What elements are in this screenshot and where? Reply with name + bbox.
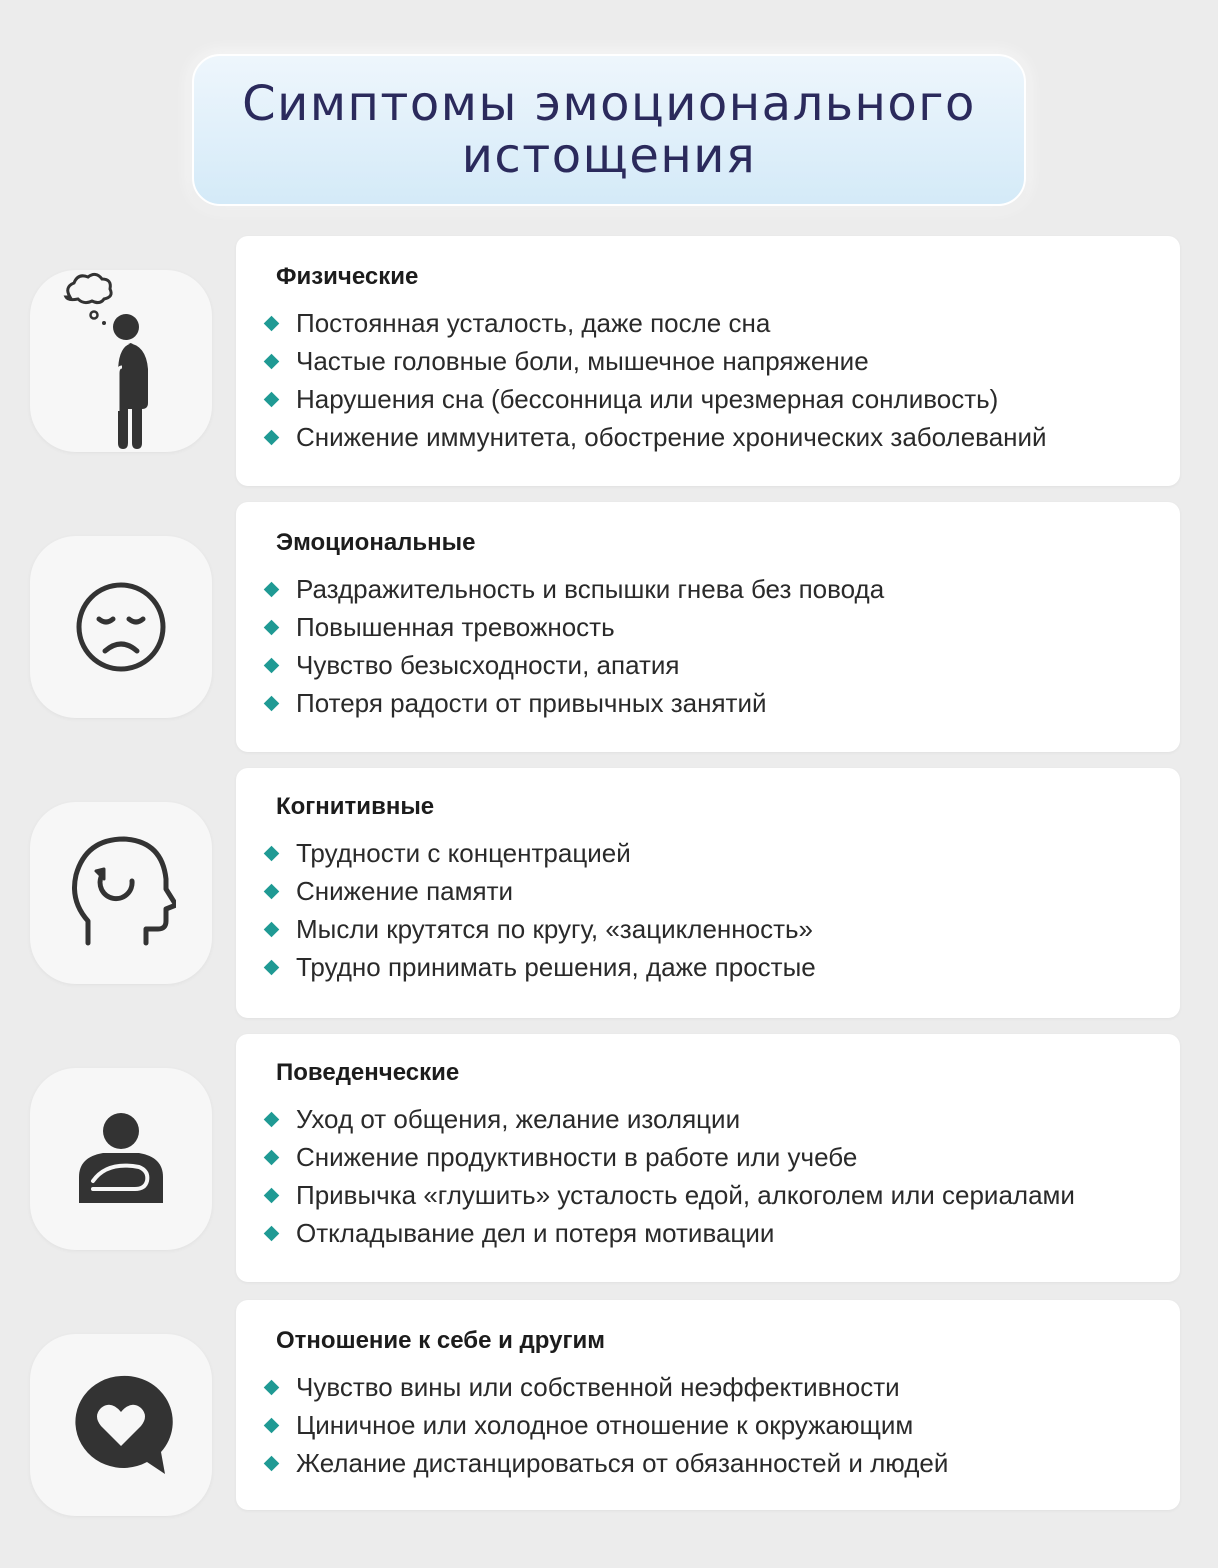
diamond-bullet-icon	[264, 429, 280, 445]
list-item	[266, 834, 1156, 872]
list-item-text: Мысли крутятся по кругу, «зацикленность»	[296, 914, 813, 944]
icon-tile-cognitive	[30, 802, 212, 984]
list-item	[266, 1406, 1156, 1444]
diamond-bullet-icon	[264, 1379, 280, 1395]
list-item	[266, 570, 1156, 608]
diamond-bullet-icon	[264, 657, 280, 673]
diamond-bullet-icon	[264, 1225, 280, 1241]
list-item-text: Откладывание дел и потеря мотивации	[296, 1218, 775, 1248]
list-item-text: Трудности с концентрацией	[296, 838, 631, 868]
list-item	[266, 1176, 1156, 1214]
list-item-text: Снижение памяти	[296, 876, 514, 906]
list-item	[266, 1368, 1156, 1406]
symptom-list	[266, 1368, 1156, 1482]
list-item	[266, 1138, 1156, 1176]
list-item-text: Желание дистанцироваться от обязанностей и людей	[296, 1448, 949, 1478]
sad-face-icon	[71, 577, 171, 677]
symptom-list	[266, 1100, 1156, 1252]
diamond-bullet-icon	[264, 1187, 280, 1203]
icon-tile-attitude	[30, 1334, 212, 1516]
list-item-text: Привычка «глушить» усталость едой, алкоголем или сериалами	[296, 1180, 1075, 1210]
section-title: Физические	[276, 263, 419, 290]
list-item-text: Уход от общения, желание изоляции	[296, 1104, 741, 1134]
diamond-bullet-icon	[264, 1455, 280, 1471]
list-item	[266, 684, 1156, 722]
diamond-bullet-icon	[264, 1417, 280, 1433]
list-item	[266, 1100, 1156, 1138]
list-item	[266, 872, 1156, 910]
diamond-bullet-icon	[264, 1111, 280, 1127]
list-item-text: Снижение продуктивности в работе или учебе	[296, 1142, 858, 1172]
list-item-text: Нарушения сна (бессонница или чрезмерная сонливость)	[296, 384, 999, 414]
withdrawn-person-icon	[71, 1109, 171, 1209]
list-item	[266, 304, 1156, 342]
section-card-physical	[236, 236, 1180, 486]
list-item	[266, 1214, 1156, 1252]
section-title: Эмоциональные	[276, 529, 476, 556]
symptom-list	[266, 304, 1156, 456]
list-item	[266, 418, 1156, 456]
diamond-bullet-icon	[264, 845, 280, 861]
list-item	[266, 646, 1156, 684]
diamond-bullet-icon	[264, 959, 280, 975]
list-item-text: Постоянная усталость, даже после сна	[296, 308, 771, 338]
diamond-bullet-icon	[264, 581, 280, 597]
list-item-text: Циничное или холодное отношение к окружающим	[296, 1410, 914, 1440]
diamond-bullet-icon	[264, 315, 280, 331]
section-title: Поведенческие	[276, 1059, 460, 1086]
list-item	[266, 380, 1156, 418]
page-title-line-2: истощения	[461, 128, 757, 184]
diamond-bullet-icon	[264, 921, 280, 937]
icon-tile-physical	[30, 270, 212, 452]
icon-tile-behavioral	[30, 1068, 212, 1250]
diamond-bullet-icon	[264, 883, 280, 899]
title-banner	[192, 54, 1026, 206]
diamond-bullet-icon	[264, 1149, 280, 1165]
list-item-text: Потеря радости от привычных занятий	[296, 688, 767, 718]
list-item-text: Частые головные боли, мышечное напряжение	[296, 346, 869, 376]
symptom-list	[266, 834, 1156, 986]
list-item	[266, 1444, 1156, 1482]
list-item-text: Повышенная тревожность	[296, 612, 615, 642]
section-title: Когнитивные	[276, 793, 435, 820]
list-item	[266, 910, 1156, 948]
list-item-text: Раздражительность и вспышки гнева без повода	[296, 574, 885, 604]
section-title: Отношение к себе и другим	[276, 1327, 605, 1354]
head-loop-icon	[66, 833, 176, 953]
section-card-cognitive	[236, 768, 1180, 1018]
diamond-bullet-icon	[264, 695, 280, 711]
diamond-bullet-icon	[264, 619, 280, 635]
list-item-text: Чувство безысходности, апатия	[296, 650, 680, 680]
list-item-text: Чувство вины или собственной неэффективности	[296, 1372, 900, 1402]
diamond-bullet-icon	[264, 391, 280, 407]
section-card-behavioral	[236, 1034, 1180, 1282]
heart-chat-icon	[66, 1370, 176, 1480]
symptom-list	[266, 570, 1156, 722]
list-item	[266, 342, 1156, 380]
diamond-bullet-icon	[264, 353, 280, 369]
list-item	[266, 948, 1156, 986]
page-title-line-1: Симптомы эмоционального	[242, 76, 976, 132]
section-card-attitude	[236, 1300, 1180, 1510]
icon-tile-emotional	[30, 536, 212, 718]
list-item-text: Снижение иммунитета, обострение хронических заболеваний	[296, 422, 1047, 452]
section-card-emotional	[236, 502, 1180, 752]
list-item-text: Трудно принимать решения, даже простые	[296, 952, 816, 982]
tired-person-icon	[56, 271, 186, 451]
list-item	[266, 608, 1156, 646]
